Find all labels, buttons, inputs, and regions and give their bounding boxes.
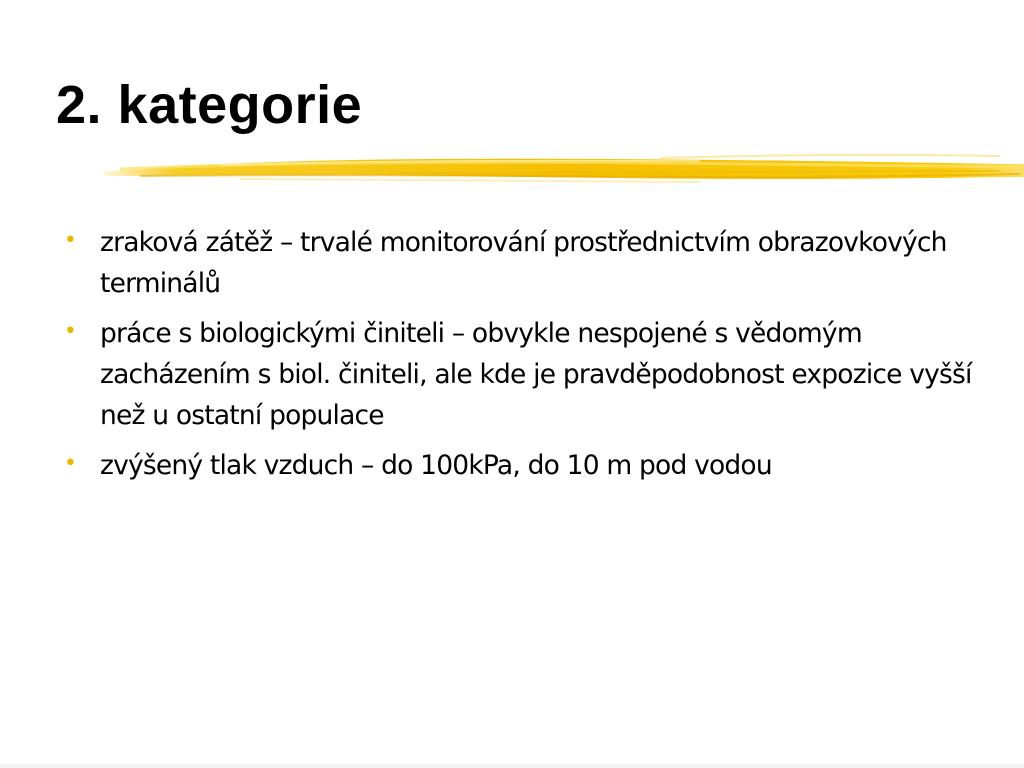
bullet-text: zvýšený tlak vzduch – do 100kPa, do 10 m pod vodou [100,450,772,481]
brush-edge-wisp-bottom [240,179,700,182]
yellow-brush-stroke-icon [100,146,1024,190]
bullet-text: práce s biologickými činiteli – obvykle nespojené s vědomým zacházením s biol. činiteli, ale kde je pravděpodobnost expozice vyšší než u ostatní populace [100,318,972,431]
bullet-item [58,313,998,436]
brush-edge-wisp-top [660,155,1000,158]
bullet-item [58,222,998,304]
bullet-dot-icon: • [63,319,77,344]
bullet-dot-icon: • [63,451,77,476]
bullet-list [58,222,998,495]
bullet-text: zraková zátěž – trvalé monitorování prostřednictvím obrazovkových terminálů [100,227,947,299]
bullet-item [58,445,998,486]
bottom-divider [0,764,1024,768]
slide-title: 2. kategorie [56,75,363,135]
bullet-dot-icon: • [63,228,77,253]
